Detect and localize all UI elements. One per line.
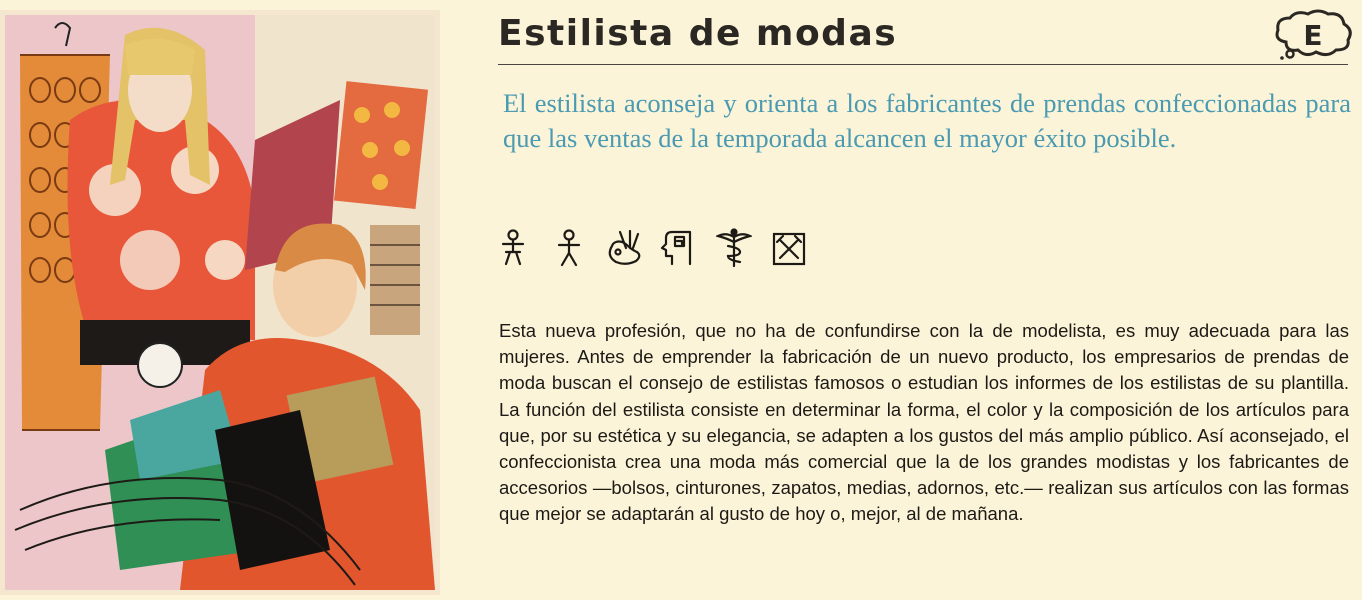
profile-head-icon — [660, 228, 698, 268]
title-divider — [498, 64, 1348, 65]
thought-bubble-logo — [1272, 8, 1356, 60]
crossed-tools-icon — [771, 228, 807, 268]
artist-palette-icon — [604, 228, 644, 268]
female-figure-icon — [500, 228, 526, 268]
fashion-stylist-illustration — [0, 10, 440, 595]
page-title: Estilista de modas — [498, 13, 898, 54]
body-paragraph: Esta nueva profesión, que no ha de confundirse con la de modelista, es muy adecuada para las mujeres. Antes de emprender la fabricación de un nuevo producto, los empresarios de prendas de moda buscan el consejo de estilistas famosos o estudian los informes de los estilistas de su plantilla. La función del estilista consiste en determinar la forma, el color y la composición de los artículos para que, por su estética y su elegancia, se adapten a los gustos del más amplio público. Así aconsejado, el confeccionista crea una moda más comercial que la de los grandes modistas y los fabricantes de accesorios —bolsos, cinturones, zapatos, medias, adornos, etc.— realizan sus artículos con las formas que mejor se adaptarán al gusto de hoy o, mejor, al de mañana. — [499, 320, 1349, 525]
logo-letter: E — [1303, 19, 1323, 52]
lead-paragraph: El estilista aconseja y orienta a los fabricantes de prendas confeccionadas para que las ventas de la temporada alcancen el mayor éxito posible. — [503, 88, 1351, 153]
caduceus-icon — [716, 228, 752, 268]
male-figure-icon — [556, 228, 582, 268]
